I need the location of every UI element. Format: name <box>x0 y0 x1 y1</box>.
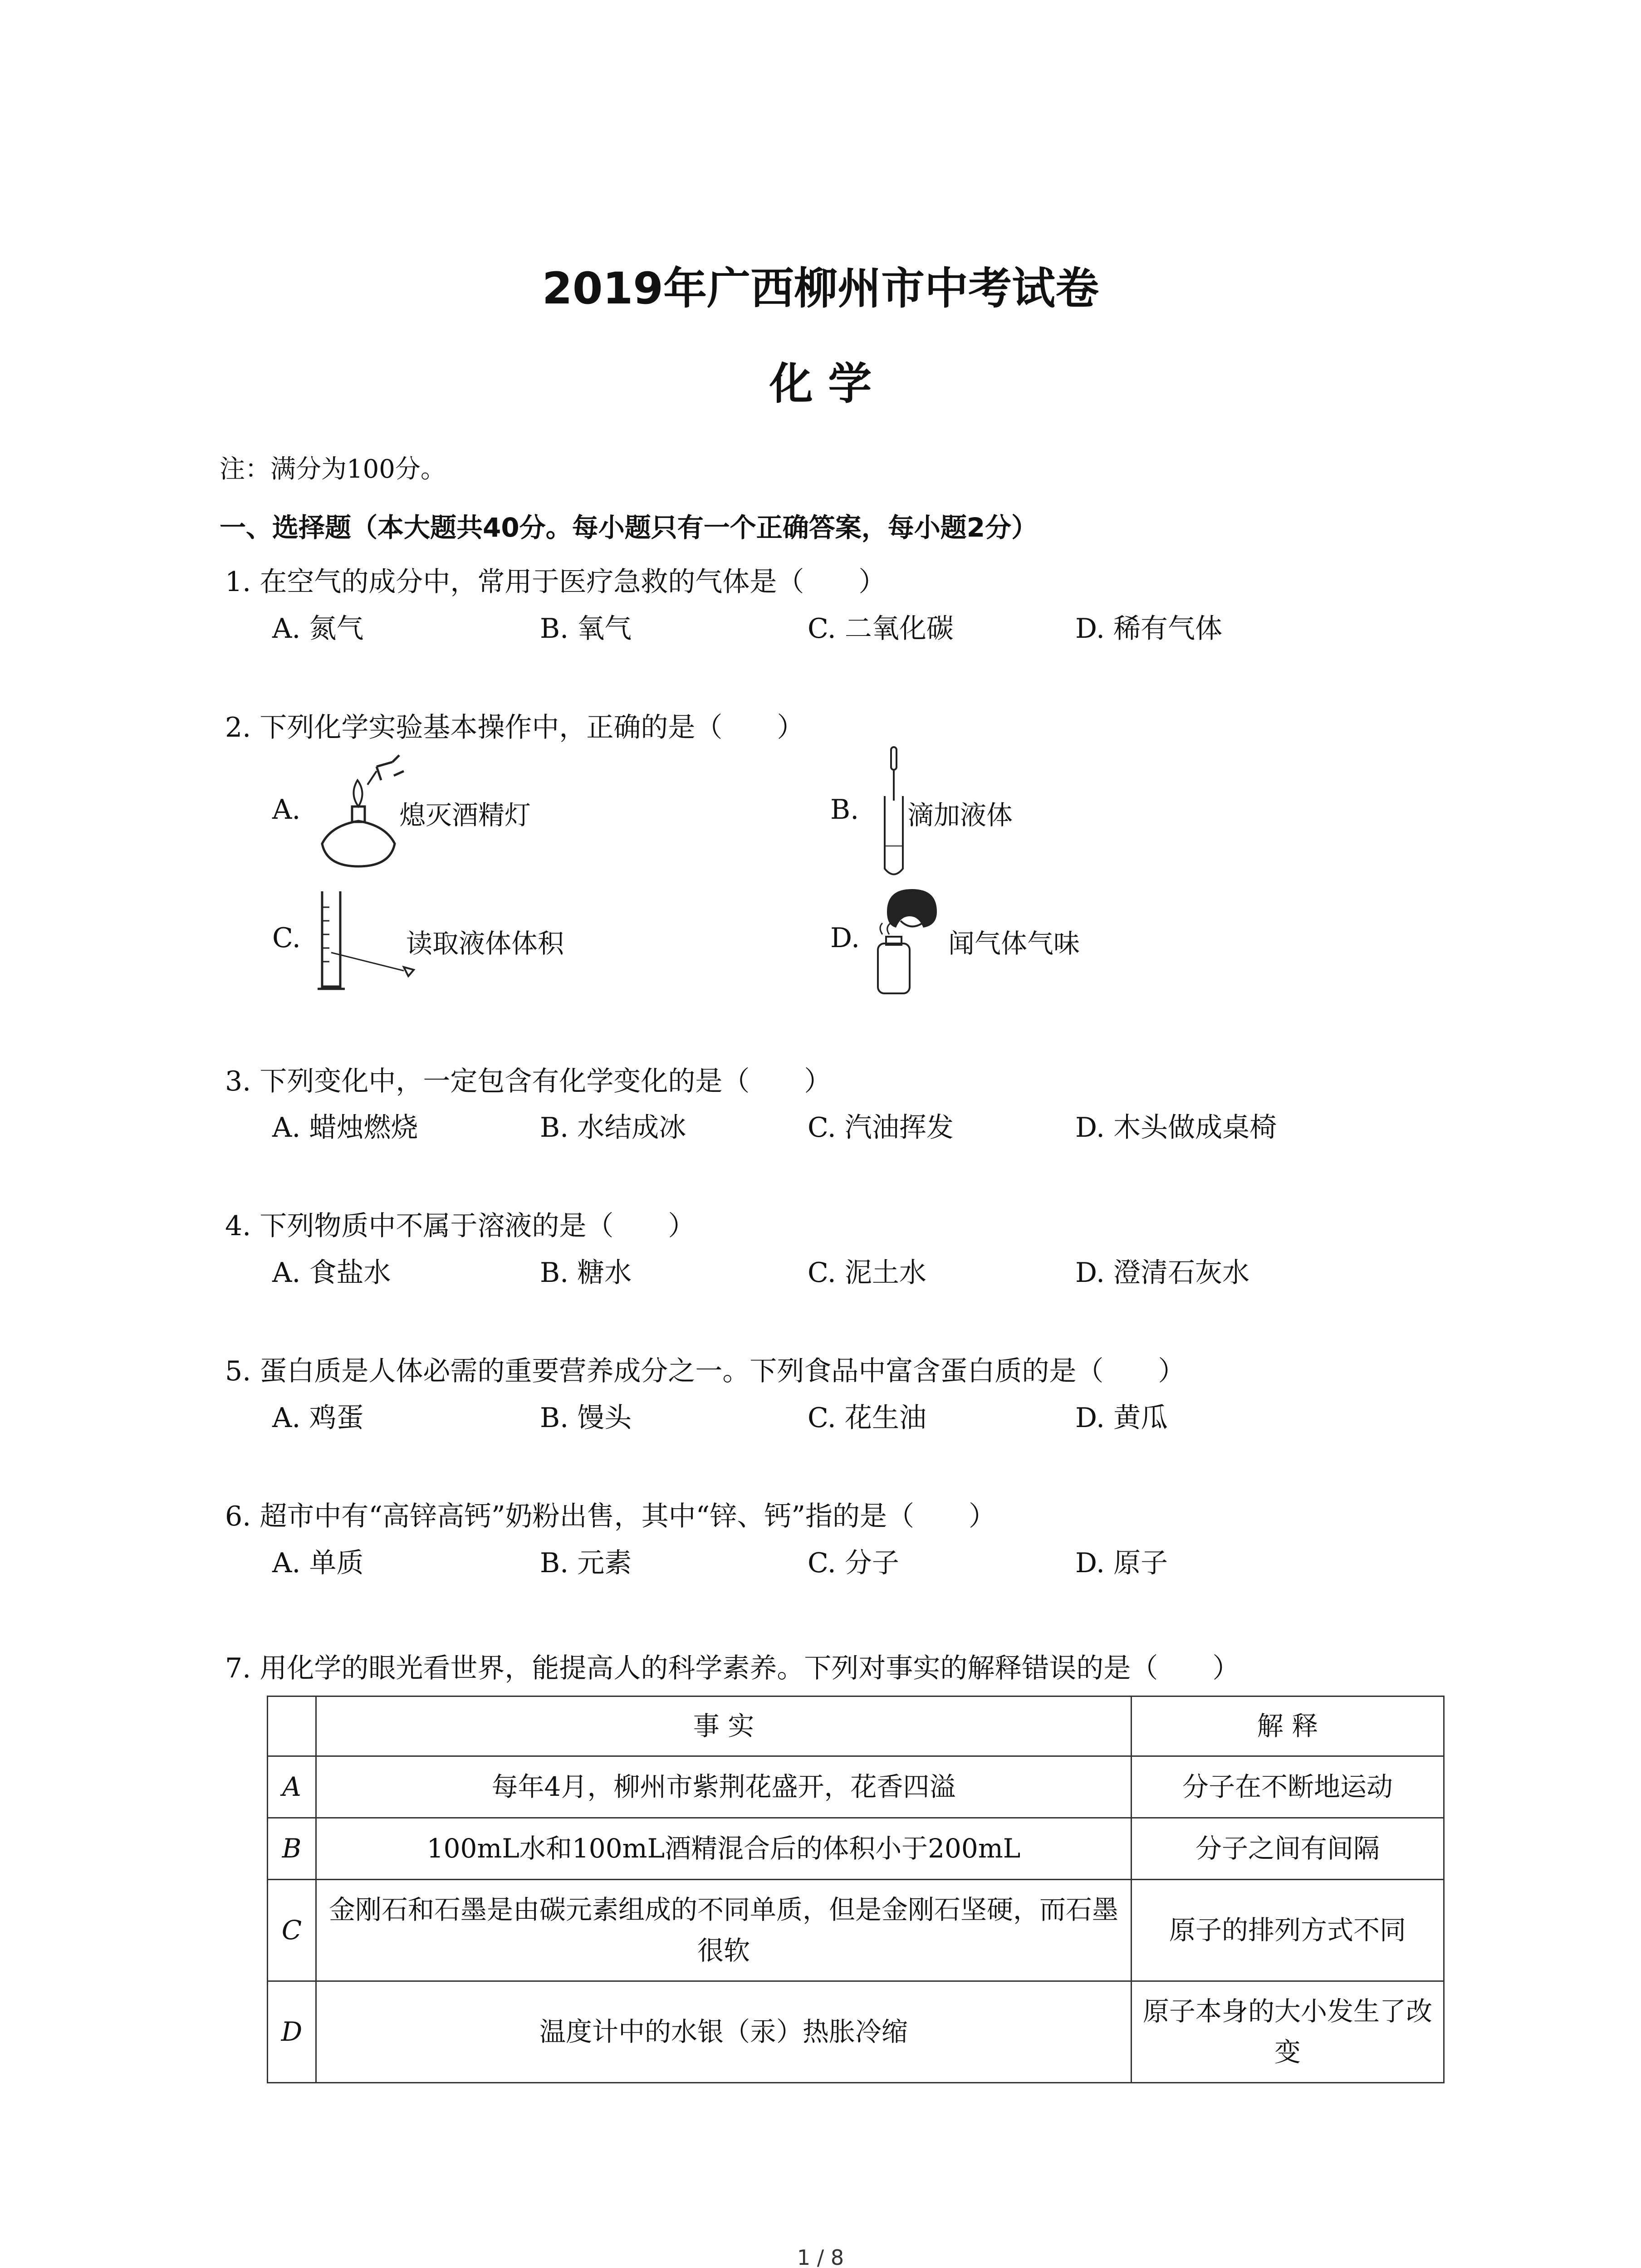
table-header-row <box>268 1696 1444 1756</box>
table-row <box>268 1880 1444 1981</box>
table-header-fact: 事 实 <box>316 1696 1132 1756</box>
row-explain: 分子在不断地运动 <box>1132 1756 1444 1818</box>
question-2-stem: 2. 下列化学实验基本操作中，正确的是（ ） <box>225 712 804 743</box>
q1-option-a[interactable]: A. 氮气 <box>272 613 364 645</box>
score-note: 注：满分为100分。 <box>220 455 446 484</box>
q1-option-c[interactable]: C. 二氧化碳 <box>808 613 954 645</box>
q5-option-c[interactable]: C. 花生油 <box>808 1402 926 1434</box>
q6-option-c[interactable]: C. 分子 <box>808 1547 899 1579</box>
subject-title: 化 学 <box>769 358 872 409</box>
q4-option-a[interactable]: A. 食盐水 <box>272 1257 391 1289</box>
q2-option-b[interactable]: B. <box>830 794 859 826</box>
section-heading: 一、选择题（本大题共40分。每小题只有一个正确答案，每小题2分） <box>220 512 1038 543</box>
question-6-stem: 6. 超市中有“高锌高钙”奶粉出售，其中“锌、钙”指的是（ ） <box>225 1501 996 1532</box>
q6-option-b[interactable]: B. 元素 <box>540 1547 632 1579</box>
q6-option-a[interactable]: A. 单质 <box>272 1547 364 1579</box>
q6-option-d[interactable]: D. 原子 <box>1075 1547 1168 1579</box>
table-header-blank <box>268 1696 316 1756</box>
q2-label-a: 熄灭酒精灯 <box>399 800 531 831</box>
row-fact: 金刚石和石墨是由碳元素组成的不同单质，但是金刚石坚硬，而石墨很软 <box>316 1880 1132 1981</box>
q2-option-a[interactable]: A. <box>272 794 301 826</box>
exam-title: 2019年广西柳州市中考试卷 <box>542 263 1099 314</box>
row-fact: 100mL水和100mL酒精混合后的体积小于200mL <box>316 1818 1132 1880</box>
q2-option-c[interactable]: C. <box>272 922 301 954</box>
row-explain: 分子之间有间隔 <box>1132 1818 1444 1880</box>
smell-gas-icon <box>869 885 955 998</box>
q4-option-d[interactable]: D. 澄清石灰水 <box>1075 1257 1250 1289</box>
q4-option-c[interactable]: C. 泥土水 <box>808 1257 926 1289</box>
q5-option-d[interactable]: D. 黄瓜 <box>1075 1402 1168 1434</box>
alcohol-lamp-icon <box>309 753 408 875</box>
q2-option-d[interactable]: D. <box>830 922 860 954</box>
dropper-test-tube-icon <box>876 746 912 882</box>
q1-option-b[interactable]: B. 氧气 <box>540 613 632 645</box>
row-letter: B <box>268 1818 316 1880</box>
row-letter: C <box>268 1880 316 1981</box>
row-fact: 温度计中的水银（汞）热胀冷缩 <box>316 1981 1132 2083</box>
q5-option-a[interactable]: A. 鸡蛋 <box>272 1402 364 1434</box>
q3-option-a[interactable]: A. 蜡烛燃烧 <box>272 1112 418 1144</box>
q5-option-b[interactable]: B. 馒头 <box>540 1402 632 1434</box>
row-explain: 原子的排列方式不同 <box>1132 1880 1444 1981</box>
q3-option-c[interactable]: C. 汽油挥发 <box>808 1112 954 1144</box>
q3-option-b[interactable]: B. 水结成冰 <box>540 1112 686 1144</box>
fact-explanation-table <box>267 1696 1445 2083</box>
q2-label-c: 读取液体体积 <box>406 928 564 959</box>
question-7-stem: 7. 用化学的眼光看世界，能提高人的科学素养。下列对事实的解释错误的是（ ） <box>225 1652 1240 1684</box>
q2-label-b: 滴加液体 <box>907 800 1013 831</box>
table-row <box>268 1818 1444 1880</box>
row-letter: A <box>268 1756 316 1818</box>
page-number: 1 / 8 <box>797 2245 844 2268</box>
question-5-stem: 5. 蛋白质是人体必需的重要营养成分之一。下列食品中富含蛋白质的是（ ） <box>225 1355 1185 1387</box>
q2-label-d: 闻气体气味 <box>948 928 1080 959</box>
question-1-stem: 1. 在空气的成分中，常用于医疗急救的气体是（ ） <box>225 566 886 598</box>
table-row <box>268 1756 1444 1818</box>
row-fact: 每年4月，柳州市紫荆花盛开，花香四溢 <box>316 1756 1132 1818</box>
row-explain: 原子本身的大小发生了改变 <box>1132 1981 1444 2083</box>
row-letter: D <box>268 1981 316 2083</box>
question-4-stem: 4. 下列物质中不属于溶液的是（ ） <box>225 1210 696 1242</box>
table-header-explain: 解 释 <box>1132 1696 1444 1756</box>
table-row <box>268 1981 1444 2083</box>
question-3-stem: 3. 下列变化中，一定包含有化学变化的是（ ） <box>225 1066 832 1097</box>
q3-option-d[interactable]: D. 木头做成桌椅 <box>1075 1112 1277 1144</box>
q1-option-d[interactable]: D. 稀有气体 <box>1075 613 1223 645</box>
graduated-cylinder-icon <box>313 889 422 993</box>
q4-option-b[interactable]: B. 糖水 <box>540 1257 632 1289</box>
